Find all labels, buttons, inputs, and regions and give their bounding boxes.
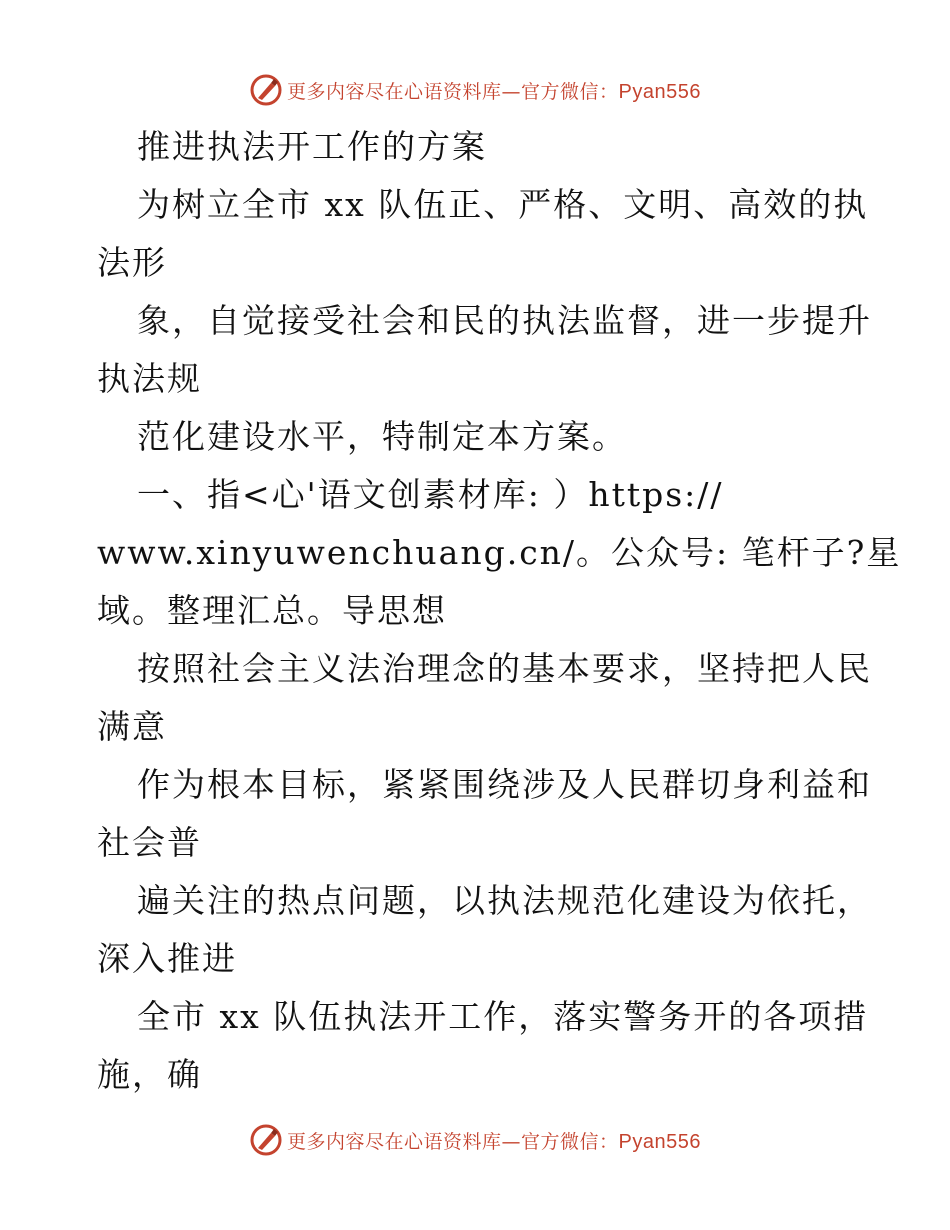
document-line: 社会普 (97, 823, 202, 862)
document-line: 深入推进 (97, 939, 237, 978)
document-line: 范化建设水平，特制定本方案。 (137, 417, 627, 456)
footer-banner (0, 1120, 950, 1160)
document-line: 法形 (97, 243, 167, 282)
document-line: 象，自觉接受社会和民的执法监督，进一步提升 (137, 301, 872, 340)
pen-logo-icon (249, 73, 283, 107)
pen-logo-icon (249, 1123, 283, 1157)
document-line: 作为根本目标，紧紧围绕涉及人民群切身利益和 (137, 765, 872, 804)
document-line: 推进执法开工作的方案 (137, 127, 487, 166)
document-line: 一、指<心'语文创素材库: ）https:// (137, 475, 724, 514)
document-line: 域。整理汇总。导思想 (97, 591, 447, 630)
document-line: 全市 xx 队伍执法开工作，落实警务开的各项措 (137, 997, 869, 1036)
header-banner-text: 更多内容尽在心语资料库—官方微信：Pyan556 (287, 80, 701, 103)
document-line: www.xinyuwenchuang.cn/。公众号: 笔杆子?星 (97, 533, 902, 572)
footer-banner-text: 更多内容尽在心语资料库—官方微信：Pyan556 (287, 1130, 701, 1153)
document-line: 满意 (97, 707, 167, 746)
document-body (97, 118, 902, 1104)
document-line: 按照社会主义法治理念的基本要求，坚持把人民 (137, 649, 872, 688)
document-line: 为树立全市 xx 队伍正、严格、文明、高效的执 (137, 185, 869, 224)
document-line: 执法规 (97, 359, 202, 398)
header-banner (0, 70, 950, 110)
document-line: 施，确 (97, 1055, 202, 1094)
document-line: 遍关注的热点问题，以执法规范化建设为依托， (137, 881, 872, 920)
